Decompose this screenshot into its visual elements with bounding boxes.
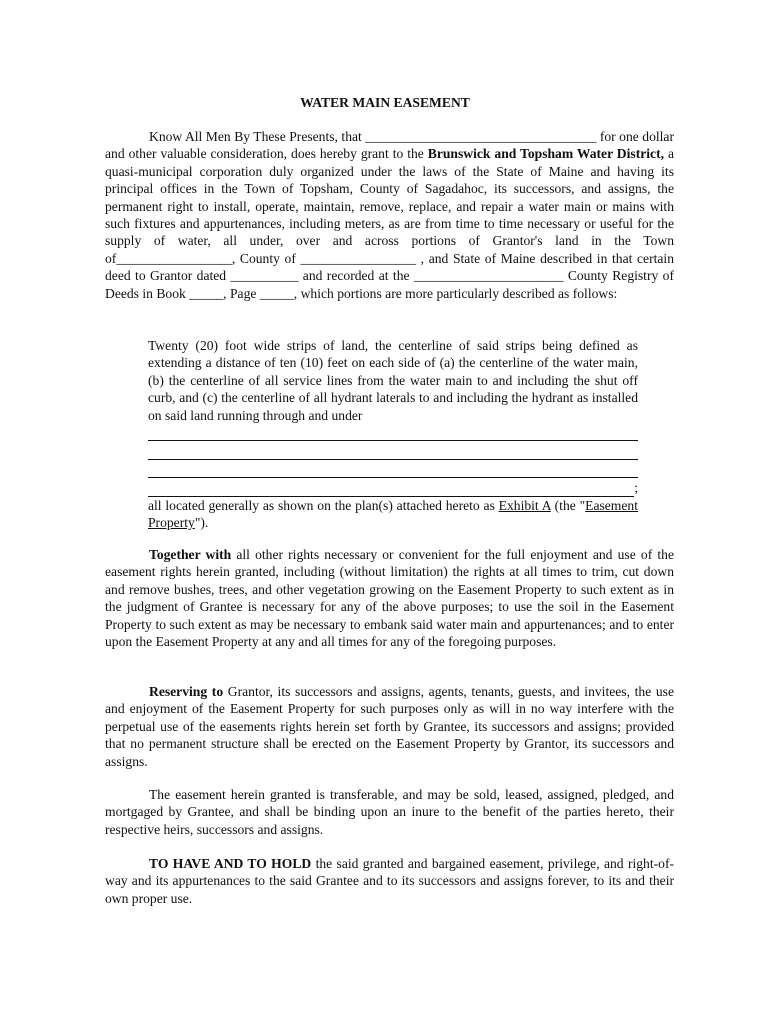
easement-description-block	[148, 337, 638, 531]
reserving-text: Grantor, its successors and assigns, agents, tenants, guests, and invitees, the use and enjoyment of the Easement Property for such purposes only as will in no way interfere with the perpetual use of the easements rights herein set forth by Grantee, its successors and assigns; provided that no permanent structure shall be erected on the Easement Property by Grantor, its successors and assigns.	[105, 684, 674, 769]
habendum-paragraph	[105, 855, 674, 907]
blank-line-4	[148, 479, 638, 496]
exhibit-text-c: ").	[194, 515, 209, 531]
together-with-text: all other rights necessary or convenient for the full enjoyment and use of the easement rights herein granted, including (without limitation) the rights at all times to trim, cut down and remove bushes, trees, and other vegetation growing on the Easement Property to such extent as in the judgment of Grantee is necessary for any of the above purposes; to use the soil in the Easement Property to such extent as may be necessary to embank said water main and appurtenances; and to enter upon the Easement Property at any and all times for any of the foregoing purposes.	[105, 547, 674, 650]
reserving-heading: Reserving to	[149, 684, 224, 699]
blank-line-1	[148, 424, 638, 441]
blank-line-4-rule	[148, 479, 634, 496]
grant-paragraph	[105, 128, 674, 302]
habendum-heading: TO HAVE AND TO HOLD	[149, 856, 312, 871]
blank-line-semicolon: ;	[634, 480, 638, 496]
exhibit-label: Exhibit A	[498, 497, 551, 513]
exhibit-reference	[148, 497, 638, 532]
transferable-text: The easement herein granted is transferable, and may be sold, leased, assigned, pledged, and mortgaged by Grantee, and shall be binding upon an inure to the benefit of the parties hereto, their respective heirs, successors and assigns.	[105, 787, 674, 837]
grantee-name: Brunswick and Topsham Water District,	[427, 146, 664, 162]
together-with-heading: Together with	[149, 547, 232, 562]
reserving-paragraph	[105, 683, 674, 770]
blank-line-2	[148, 442, 638, 459]
transferable-paragraph	[105, 786, 674, 838]
grant-text-intro: Know All Men By These Presents, that __________________________________ for one dollar and other valuable consideration, does hereby grant to the	[105, 129, 674, 162]
easement-property-label: Easement Property	[148, 497, 638, 531]
together-with-paragraph	[105, 546, 674, 650]
exhibit-text-b: (the "	[550, 497, 586, 513]
habendum-text: the said granted and bargained easement, privilege, and right-of-way and its appurtenances to the said Grantee and to its successors and assigns forever, to its and their own proper use.	[105, 856, 674, 906]
easement-description-text: Twenty (20) foot wide strips of land, the centerline of said strips being defined as extending a distance of ten (10) feet on each side of (a) the centerline of the water main, (b) the centerline of all service lines from the water main to and including the shut off curb, and (c) the centerline of all hydrant laterals to and including the hydrant as installed on said land running through and under	[148, 338, 638, 423]
blank-line-3	[148, 461, 638, 478]
document-title: WATER MAIN EASEMENT	[300, 95, 470, 110]
exhibit-text-a: all located generally as shown on the plan(s) attached hereto as	[148, 497, 499, 513]
grant-text-body: a quasi-municipal corporation duly organized under the laws of the State of Maine and having its principal offices in the Town of Topsham, County of Sagadahoc, its successors, and assigns, the permanent right to install, operate, maintain, remove, replace, and repair a water main or mains with such fixtures and appurtenances, including meters, as are from time to time necessary or useful for the supply of water, all under, over and across portions of Grantor's land in the Town of_________________, County of _________________ , and State of Maine described in that certain deed to Grantor dated __________ and recorded at the ______________________ County Registry of Deeds in Book _____, Page _____, which portions are more particularly described as follows:	[105, 146, 674, 301]
